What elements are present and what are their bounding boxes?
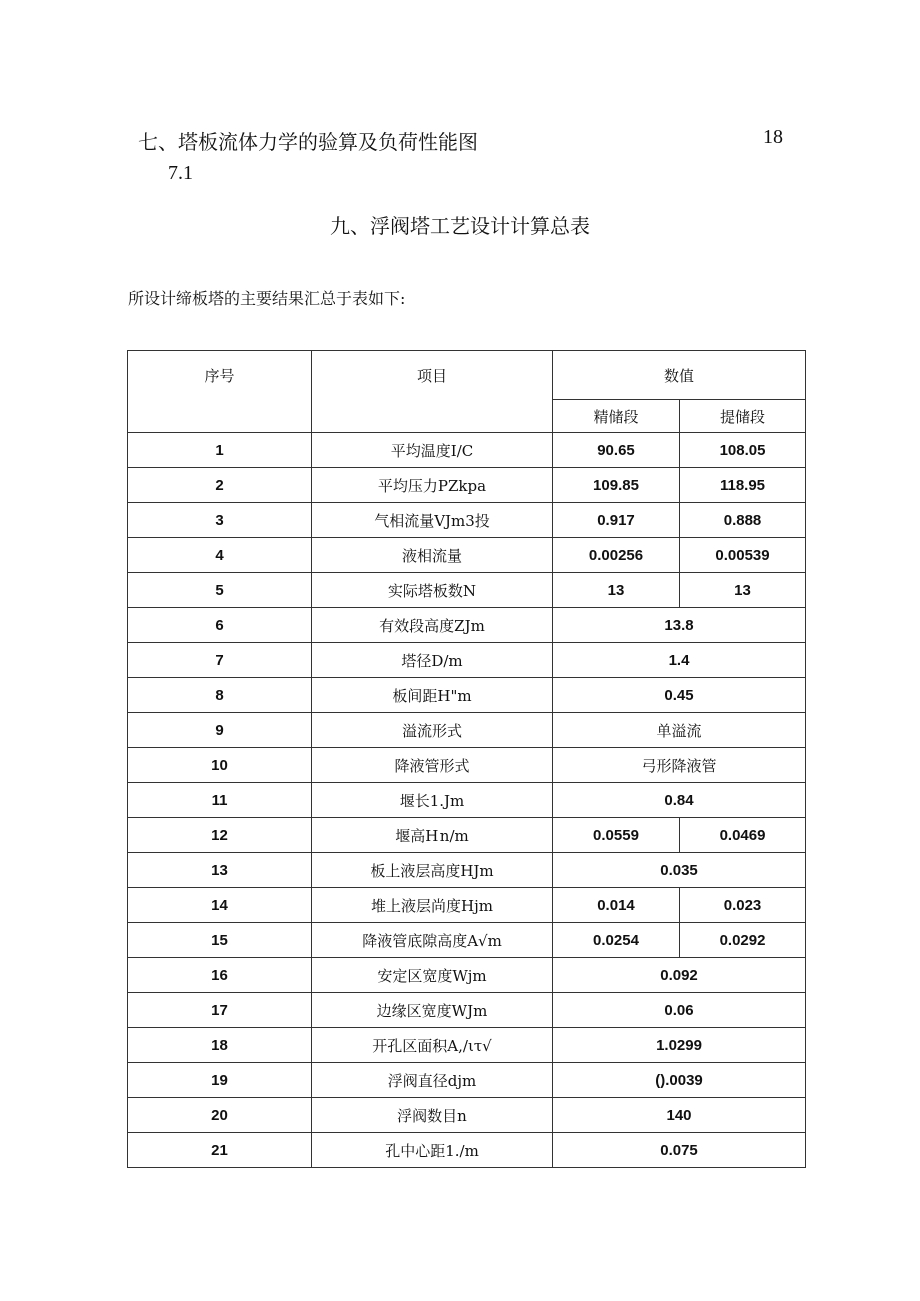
header-section-stripping: 提储段 [680, 400, 806, 433]
row-value-stripping: 0.0292 [680, 923, 806, 958]
row-number: 19 [128, 1063, 312, 1098]
row-item-label: 降液管底隙高度A√m [312, 923, 553, 958]
table-row [128, 643, 806, 678]
row-value: 0.45 [553, 678, 806, 713]
row-item-label: 气相流量VJm3投 [312, 503, 553, 538]
row-value-rectifying: 13 [553, 573, 680, 608]
row-value: 0.075 [553, 1133, 806, 1168]
toc-entry[interactable] [138, 126, 783, 152]
row-number: 12 [128, 818, 312, 853]
row-number: 20 [128, 1098, 312, 1133]
row-number: 7 [128, 643, 312, 678]
row-item-label: 板上液层高度HJm [312, 853, 553, 888]
row-value-rectifying: 109.85 [553, 468, 680, 503]
row-item-label: 孔中心距1./m [312, 1133, 553, 1168]
row-number: 16 [128, 958, 312, 993]
table-row [128, 608, 806, 643]
table-row [128, 713, 806, 748]
row-value-stripping: 0.023 [680, 888, 806, 923]
row-number: 15 [128, 923, 312, 958]
row-value-stripping: 13 [680, 573, 806, 608]
table-row [128, 923, 806, 958]
header-item: 项目 [312, 351, 553, 433]
row-number: 18 [128, 1028, 312, 1063]
row-item-label: 浮阀数目n [312, 1098, 553, 1133]
summary-table [127, 350, 806, 1168]
table-row [128, 1028, 806, 1063]
row-number: 4 [128, 538, 312, 573]
row-item-label: 堆上液层尚度Hjm [312, 888, 553, 923]
row-value-rectifying: 0.917 [553, 503, 680, 538]
row-number: 3 [128, 503, 312, 538]
row-item-label: 有效段高度ZJm [312, 608, 553, 643]
row-item-label: 塔径D/m [312, 643, 553, 678]
row-number: 17 [128, 993, 312, 1028]
row-value: 0.092 [553, 958, 806, 993]
row-value-stripping: 118.95 [680, 468, 806, 503]
row-number: 1 [128, 433, 312, 468]
row-item-label: 液相流量 [312, 538, 553, 573]
table-header-row [128, 351, 806, 400]
header-value: 数值 [553, 351, 806, 400]
row-item-label: 平均温度I/C [312, 433, 553, 468]
row-value-stripping: 108.05 [680, 433, 806, 468]
row-item-label: 溢流形式 [312, 713, 553, 748]
header-no: 序号 [128, 351, 312, 433]
row-value: 0.035 [553, 853, 806, 888]
row-value-stripping: 0.00539 [680, 538, 806, 573]
row-item-label: 实际塔板数N [312, 573, 553, 608]
row-value: 1.4 [553, 643, 806, 678]
table-row [128, 1098, 806, 1133]
row-number: 11 [128, 783, 312, 818]
row-item-label: 安定区宽度Wjm [312, 958, 553, 993]
row-value-stripping: 0.0469 [680, 818, 806, 853]
row-item-label: 堰高H n/m [312, 818, 553, 853]
row-number: 21 [128, 1133, 312, 1168]
table-row [128, 748, 806, 783]
row-item-label: 堰长1.Jm [312, 783, 553, 818]
table-row [128, 503, 806, 538]
row-value: 弓形降液管 [553, 748, 806, 783]
row-value: ().0039 [553, 1063, 806, 1098]
row-item-label: 板间距H"m [312, 678, 553, 713]
table-row [128, 1133, 806, 1168]
toc-subsection-number: 7.1 [168, 162, 193, 184]
row-number: 14 [128, 888, 312, 923]
row-value-rectifying: 0.0559 [553, 818, 680, 853]
row-value: 0.06 [553, 993, 806, 1028]
row-value: 13.8 [553, 608, 806, 643]
intro-paragraph: 所设计缔板塔的主要结果汇总于表如下: [128, 289, 406, 308]
table-row [128, 678, 806, 713]
row-item-label: 降液管形式 [312, 748, 553, 783]
table-row [128, 853, 806, 888]
row-value-stripping: 0.888 [680, 503, 806, 538]
row-value: 140 [553, 1098, 806, 1133]
row-value-rectifying: 0.0254 [553, 923, 680, 958]
row-value-rectifying: 0.014 [553, 888, 680, 923]
header-section-rectifying: 精储段 [553, 400, 680, 433]
row-number: 6 [128, 608, 312, 643]
table-row [128, 993, 806, 1028]
table-row [128, 468, 806, 503]
row-number: 2 [128, 468, 312, 503]
row-value-rectifying: 0.00256 [553, 538, 680, 573]
row-number: 13 [128, 853, 312, 888]
table-row [128, 573, 806, 608]
row-value: 0.84 [553, 783, 806, 818]
row-value: 1.0299 [553, 1028, 806, 1063]
row-value-rectifying: 90.65 [553, 433, 680, 468]
table-row [128, 888, 806, 923]
toc-entry-title: 七、塔板流体力学的验算及负荷性能图 [138, 130, 478, 154]
row-item-label: 边缘区宽度WJm [312, 993, 553, 1028]
row-item-label: 开孔区面积A,/ιτ√ [312, 1028, 553, 1063]
row-item-label: 平均压力PZkpa [312, 468, 553, 503]
table-row [128, 538, 806, 573]
toc-entry-page: 18 [763, 126, 783, 148]
row-number: 8 [128, 678, 312, 713]
table-row [128, 1063, 806, 1098]
section-heading: 九、浮阀塔工艺设计计算总表 [330, 214, 590, 238]
table-row [128, 783, 806, 818]
row-value: 单溢流 [553, 713, 806, 748]
row-number: 10 [128, 748, 312, 783]
row-number: 5 [128, 573, 312, 608]
row-number: 9 [128, 713, 312, 748]
row-item-label: 浮阀直径djm [312, 1063, 553, 1098]
table-row [128, 958, 806, 993]
table-row [128, 818, 806, 853]
table-row [128, 433, 806, 468]
